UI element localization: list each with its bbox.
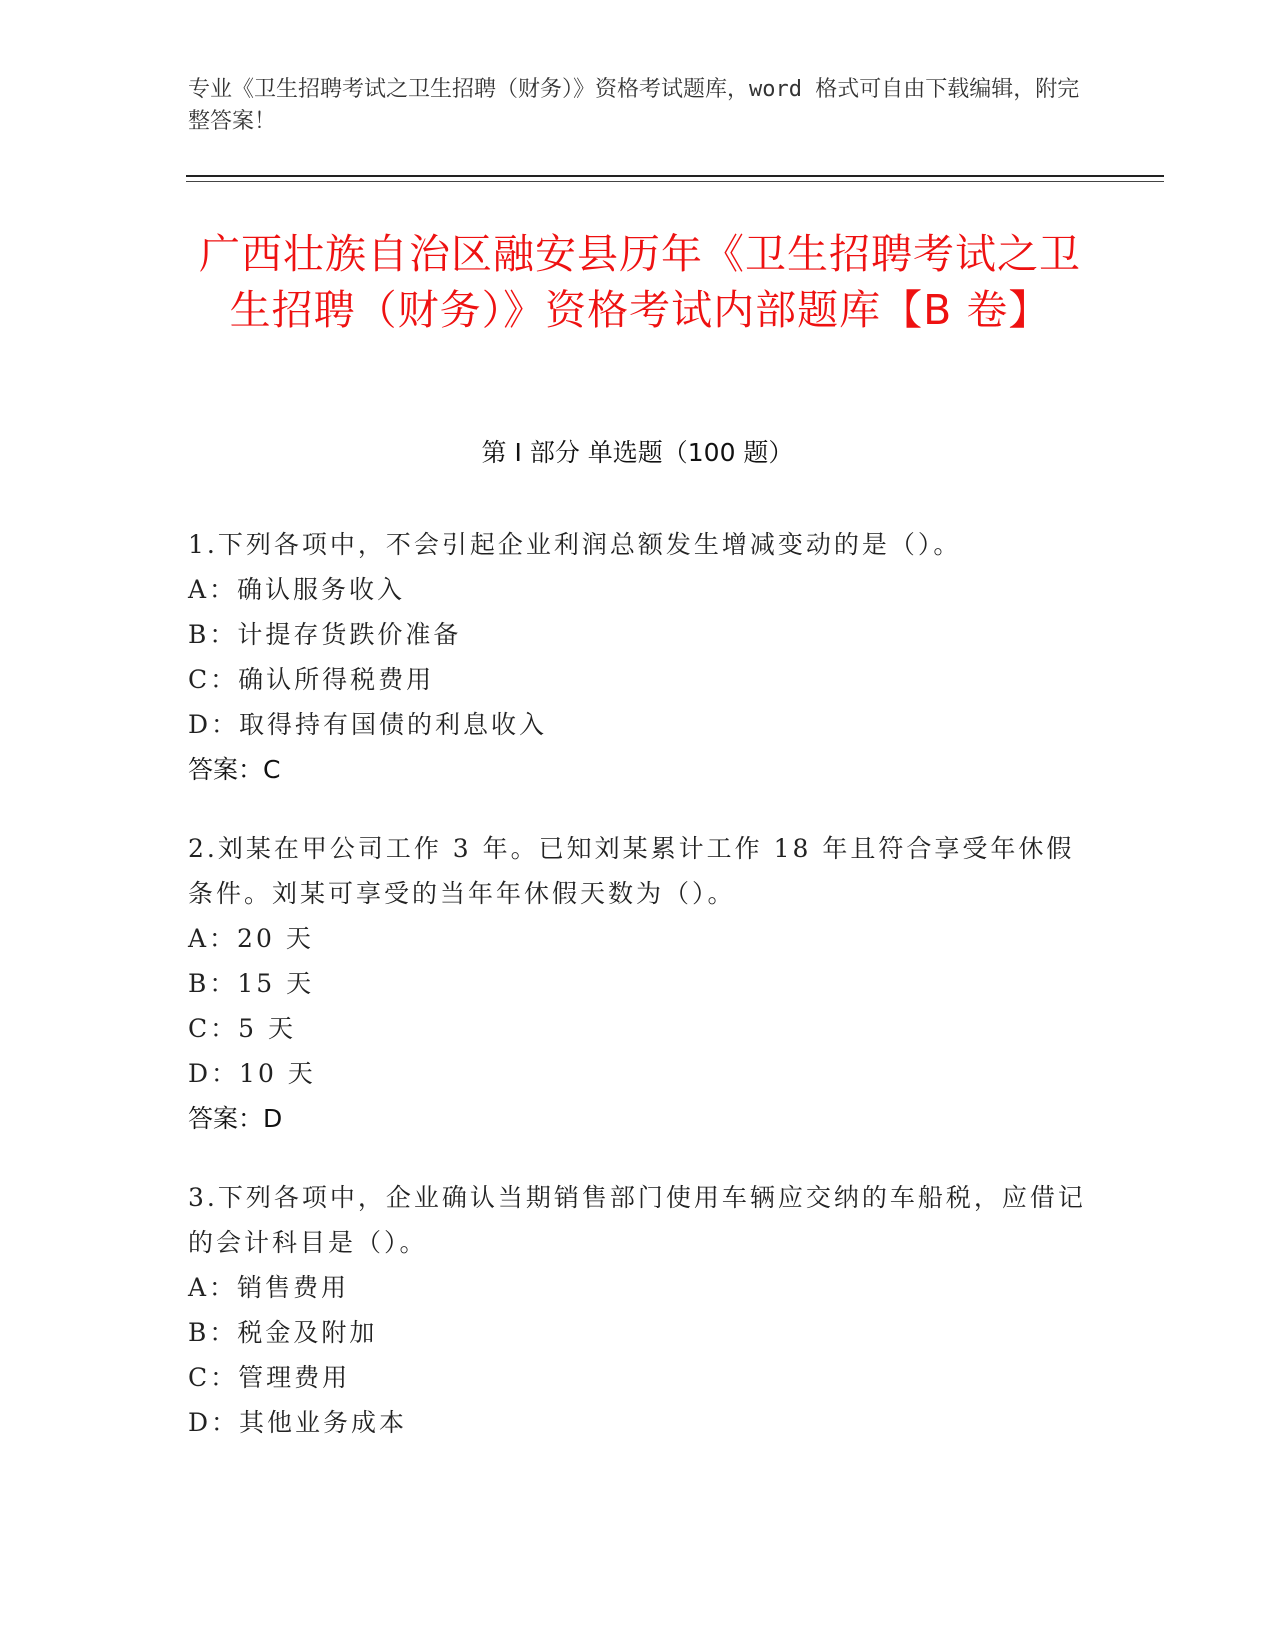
question-stem: 1.下列各项中，不会引起企业利润总额发生增减变动的是（）。 bbox=[188, 530, 962, 559]
header-divider bbox=[186, 175, 1164, 177]
option-c: C：管理费用 bbox=[188, 1363, 351, 1392]
answer-line: 答案：D bbox=[188, 1104, 283, 1133]
section-heading: 第 I 部分 单选题（100 题） bbox=[481, 438, 794, 467]
question-item bbox=[188, 522, 1088, 792]
question-stem: 2.刘某在甲公司工作 3 年。已知刘某累计工作 18 年且符合享受年休假条件。刘某可享受的当年年休假天数为（）。 bbox=[188, 834, 1075, 908]
option-a: A：销售费用 bbox=[188, 1273, 350, 1302]
document-title: 广西壮族自治区融安县历年《卫生招聘考试之卫生招聘（财务）》资格考试内部题库【B 卷】 bbox=[199, 230, 1081, 334]
question-list bbox=[188, 522, 1088, 1479]
question-item bbox=[188, 826, 1088, 1141]
header-divider-thin bbox=[186, 181, 1164, 182]
option-d: D：10 天 bbox=[188, 1059, 316, 1088]
header-note: 专业《卫生招聘考试之卫生招聘（财务）》资格考试题库，word 格式可自由下载编辑，附完整答案！ bbox=[188, 77, 1080, 134]
question-item bbox=[188, 1175, 1088, 1445]
option-d: D：取得持有国债的利息收入 bbox=[188, 710, 548, 739]
answer-line: 答案：C bbox=[188, 755, 281, 784]
question-stem: 3.下列各项中，企业确认当期销售部门使用车辆应交纳的车船税，应借记的会计科目是（）。 bbox=[188, 1183, 1086, 1257]
option-b: B：15 天 bbox=[188, 969, 315, 998]
option-a: A：确认服务收入 bbox=[188, 575, 406, 604]
option-d: D：其他业务成本 bbox=[188, 1408, 408, 1437]
option-b: B：税金及附加 bbox=[188, 1318, 378, 1347]
option-c: C：5 天 bbox=[188, 1014, 296, 1043]
option-c: C：确认所得税费用 bbox=[188, 665, 435, 694]
option-a: A：20 天 bbox=[188, 924, 314, 953]
option-b: B：计提存货跌价准备 bbox=[188, 620, 462, 649]
